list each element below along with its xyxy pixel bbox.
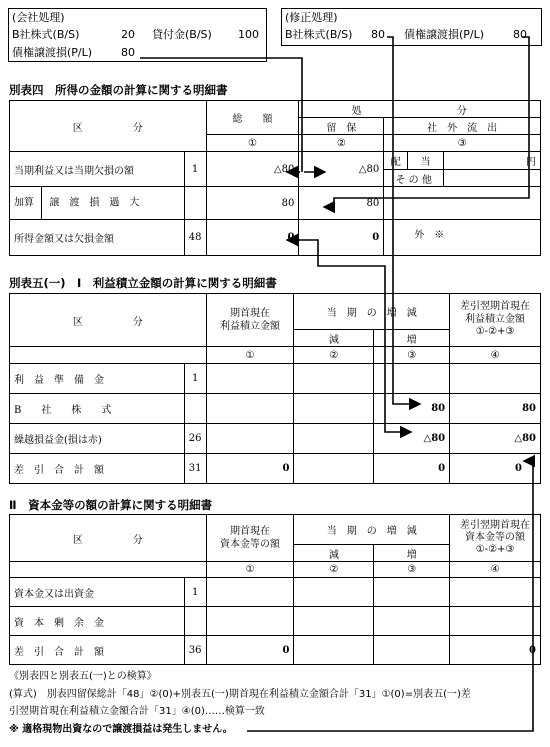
arrow-bstock-fix xyxy=(387,37,420,404)
arrow-loss-to-current xyxy=(140,58,302,172)
t4-haitou: 配 xyxy=(384,152,408,170)
t4-row3-label: 所得金額又は欠損金額 xyxy=(10,220,185,256)
t4-en: 円 xyxy=(444,152,541,170)
t5-row4-kishu: 0 xyxy=(206,454,294,484)
t5-row4-no: 31 xyxy=(184,454,206,484)
t6-row2-label: 資 本 剰 余 金 xyxy=(10,607,185,636)
t4-row2-ryuho: 80 xyxy=(299,187,384,220)
company-debit-amount: 20 xyxy=(121,28,135,41)
t6-col4: ④ xyxy=(450,562,541,578)
t6-row3-yoku: 0 xyxy=(450,636,541,665)
t6-header-zou: 増 xyxy=(374,545,450,562)
t5-col3: ③ xyxy=(374,347,450,364)
t6-col1: ① xyxy=(206,562,294,578)
company-entry-label: (会社処理) xyxy=(12,11,65,24)
t4-row2-total: 80 xyxy=(206,187,299,220)
beppyo5-title: 別表五(一) Ⅰ 利益積立金額の計算に関する明細書 xyxy=(9,276,277,290)
t5-header-zou: 増 xyxy=(374,330,450,347)
t4-col1: ① xyxy=(206,135,299,152)
t5-header-gen: 減 xyxy=(294,330,374,347)
beppyo4-title: 別表四 所得の金額の計算に関する明細書 xyxy=(9,83,228,97)
t4-header-sho: 処 xyxy=(299,101,384,118)
t5-col2: ② xyxy=(294,347,374,364)
t5-row2-yoku: 80 xyxy=(450,394,541,424)
t5-header-kubun: 区 分 xyxy=(10,294,207,347)
fix-debit-account: B社株式(B/S) xyxy=(285,28,353,41)
note-formula-line1: (算式) 別表四留保総計「48」②(0)+別表五(一)期首現在利益積立金額合計「31」①(0)=別表五(一)差 xyxy=(9,689,471,700)
t4-row1-no: 1 xyxy=(184,152,206,187)
t6-row1-no: 1 xyxy=(184,578,206,607)
t4-row3-gai: 外 ※ xyxy=(384,220,541,256)
arrow-credit-fix xyxy=(324,37,529,207)
t4-row2-group: 加算 xyxy=(14,197,34,209)
t5-row3-no: 26 xyxy=(184,424,206,454)
t4-row3-ryuho: 0 xyxy=(299,220,384,256)
t5-row4-zou: 0 xyxy=(374,454,450,484)
t4-header-kubun: 区 分 xyxy=(10,101,207,152)
t4-header-ryuho: 留 保 xyxy=(299,118,384,135)
t6-row1-label: 資本金又は出資金 xyxy=(10,578,185,607)
company-credit-amount: 100 xyxy=(238,28,259,41)
t5-row1-label: 利 益 準 備 金 xyxy=(10,364,185,394)
t4-row1-total: △80 xyxy=(206,152,299,187)
note-formula-line2: 引翌期首現在利益積立金額合計「31」④(0)……検算一致 xyxy=(9,706,265,717)
t5-col1: ① xyxy=(206,347,294,364)
t4-tou: 当 xyxy=(408,152,444,170)
t4-row3-no: 48 xyxy=(184,220,206,256)
t5-header-kishu: 期首現在 利益積立金額 xyxy=(206,294,294,347)
t5-row3-label: 繰越損益金(損は赤) xyxy=(10,424,185,454)
t6-header-yoku: 差引翌期首現在 資本金等の額 ①-②+③ xyxy=(450,515,541,562)
t6-header-kubun: 区 分 xyxy=(10,515,207,562)
t5-col4: ④ xyxy=(450,347,541,364)
t4-header-shagai: 社 外 流 出 xyxy=(384,118,541,135)
t5-row3-zou: △80 xyxy=(374,424,450,454)
t4-col2: ② xyxy=(299,135,384,152)
t5-row3-yoku: △80 xyxy=(450,424,541,454)
arrow-note-to-total xyxy=(247,461,533,731)
company-debit-account: B社株式(B/S) xyxy=(12,28,80,41)
t6-row3-no: 36 xyxy=(184,636,206,665)
company-loss-amount: 80 xyxy=(121,46,135,59)
fix-credit-amount: 80 xyxy=(513,28,527,41)
company-credit-account: 貸付金(B/S) xyxy=(152,28,212,41)
t5-row4-label: 差 引 合 計 額 xyxy=(10,454,185,484)
t6-header-kishu: 期首現在 資本金等の額 xyxy=(206,515,294,562)
t6-col3: ③ xyxy=(374,562,450,578)
fix-debit-amount: 80 xyxy=(371,28,385,41)
t6-header-gen: 減 xyxy=(294,545,374,562)
t6-row3-label: 差 引 合 計 額 xyxy=(10,636,185,665)
t4-row1-label: 当期利益又は当期欠損の額 xyxy=(10,152,185,187)
company-loss-account: 債権譲渡損(P/L) xyxy=(12,46,93,59)
t5-row2-zou: 80 xyxy=(374,394,450,424)
fix-credit-account: 債権譲渡損(P/L) xyxy=(404,28,485,41)
t4-col3: ③ xyxy=(384,135,541,152)
t4-row3-total: 0 xyxy=(206,220,299,256)
t5-header-zogen: 当 期 の 増 減 xyxy=(294,294,450,330)
t4-header-bun: 分 xyxy=(384,101,541,118)
t6-col2: ② xyxy=(294,562,374,578)
note-heading: 《別表四と別表五(一)との検算》 xyxy=(9,671,157,682)
t4-header-total: 総 額 xyxy=(206,101,299,135)
shihon-title: Ⅱ 資本金等の額の計算に関する明細書 xyxy=(9,498,213,512)
t4-sonota: そ の 他 xyxy=(384,170,444,187)
t5-row1-no: 1 xyxy=(184,364,206,394)
t4-row2-item: 譲 渡 損 過 大 xyxy=(49,197,140,209)
note-remark: ※ 適格現物出資なので譲渡損益は発生しません。 xyxy=(9,724,233,735)
t4-row1-ryuho: △80 xyxy=(299,152,384,187)
t6-header-zogen: 当 期 の 増 減 xyxy=(294,515,450,545)
t6-row3-kishu: 0 xyxy=(206,636,294,665)
t5-row2-label: B 社 株 式 xyxy=(10,394,185,424)
t5-header-yoku: 差引翌期首現在 利益積立金額 ①-②+③ xyxy=(450,294,541,347)
fix-entry-label: (修正処理) xyxy=(285,11,338,24)
t5-row4-yoku: 0 xyxy=(450,454,541,484)
